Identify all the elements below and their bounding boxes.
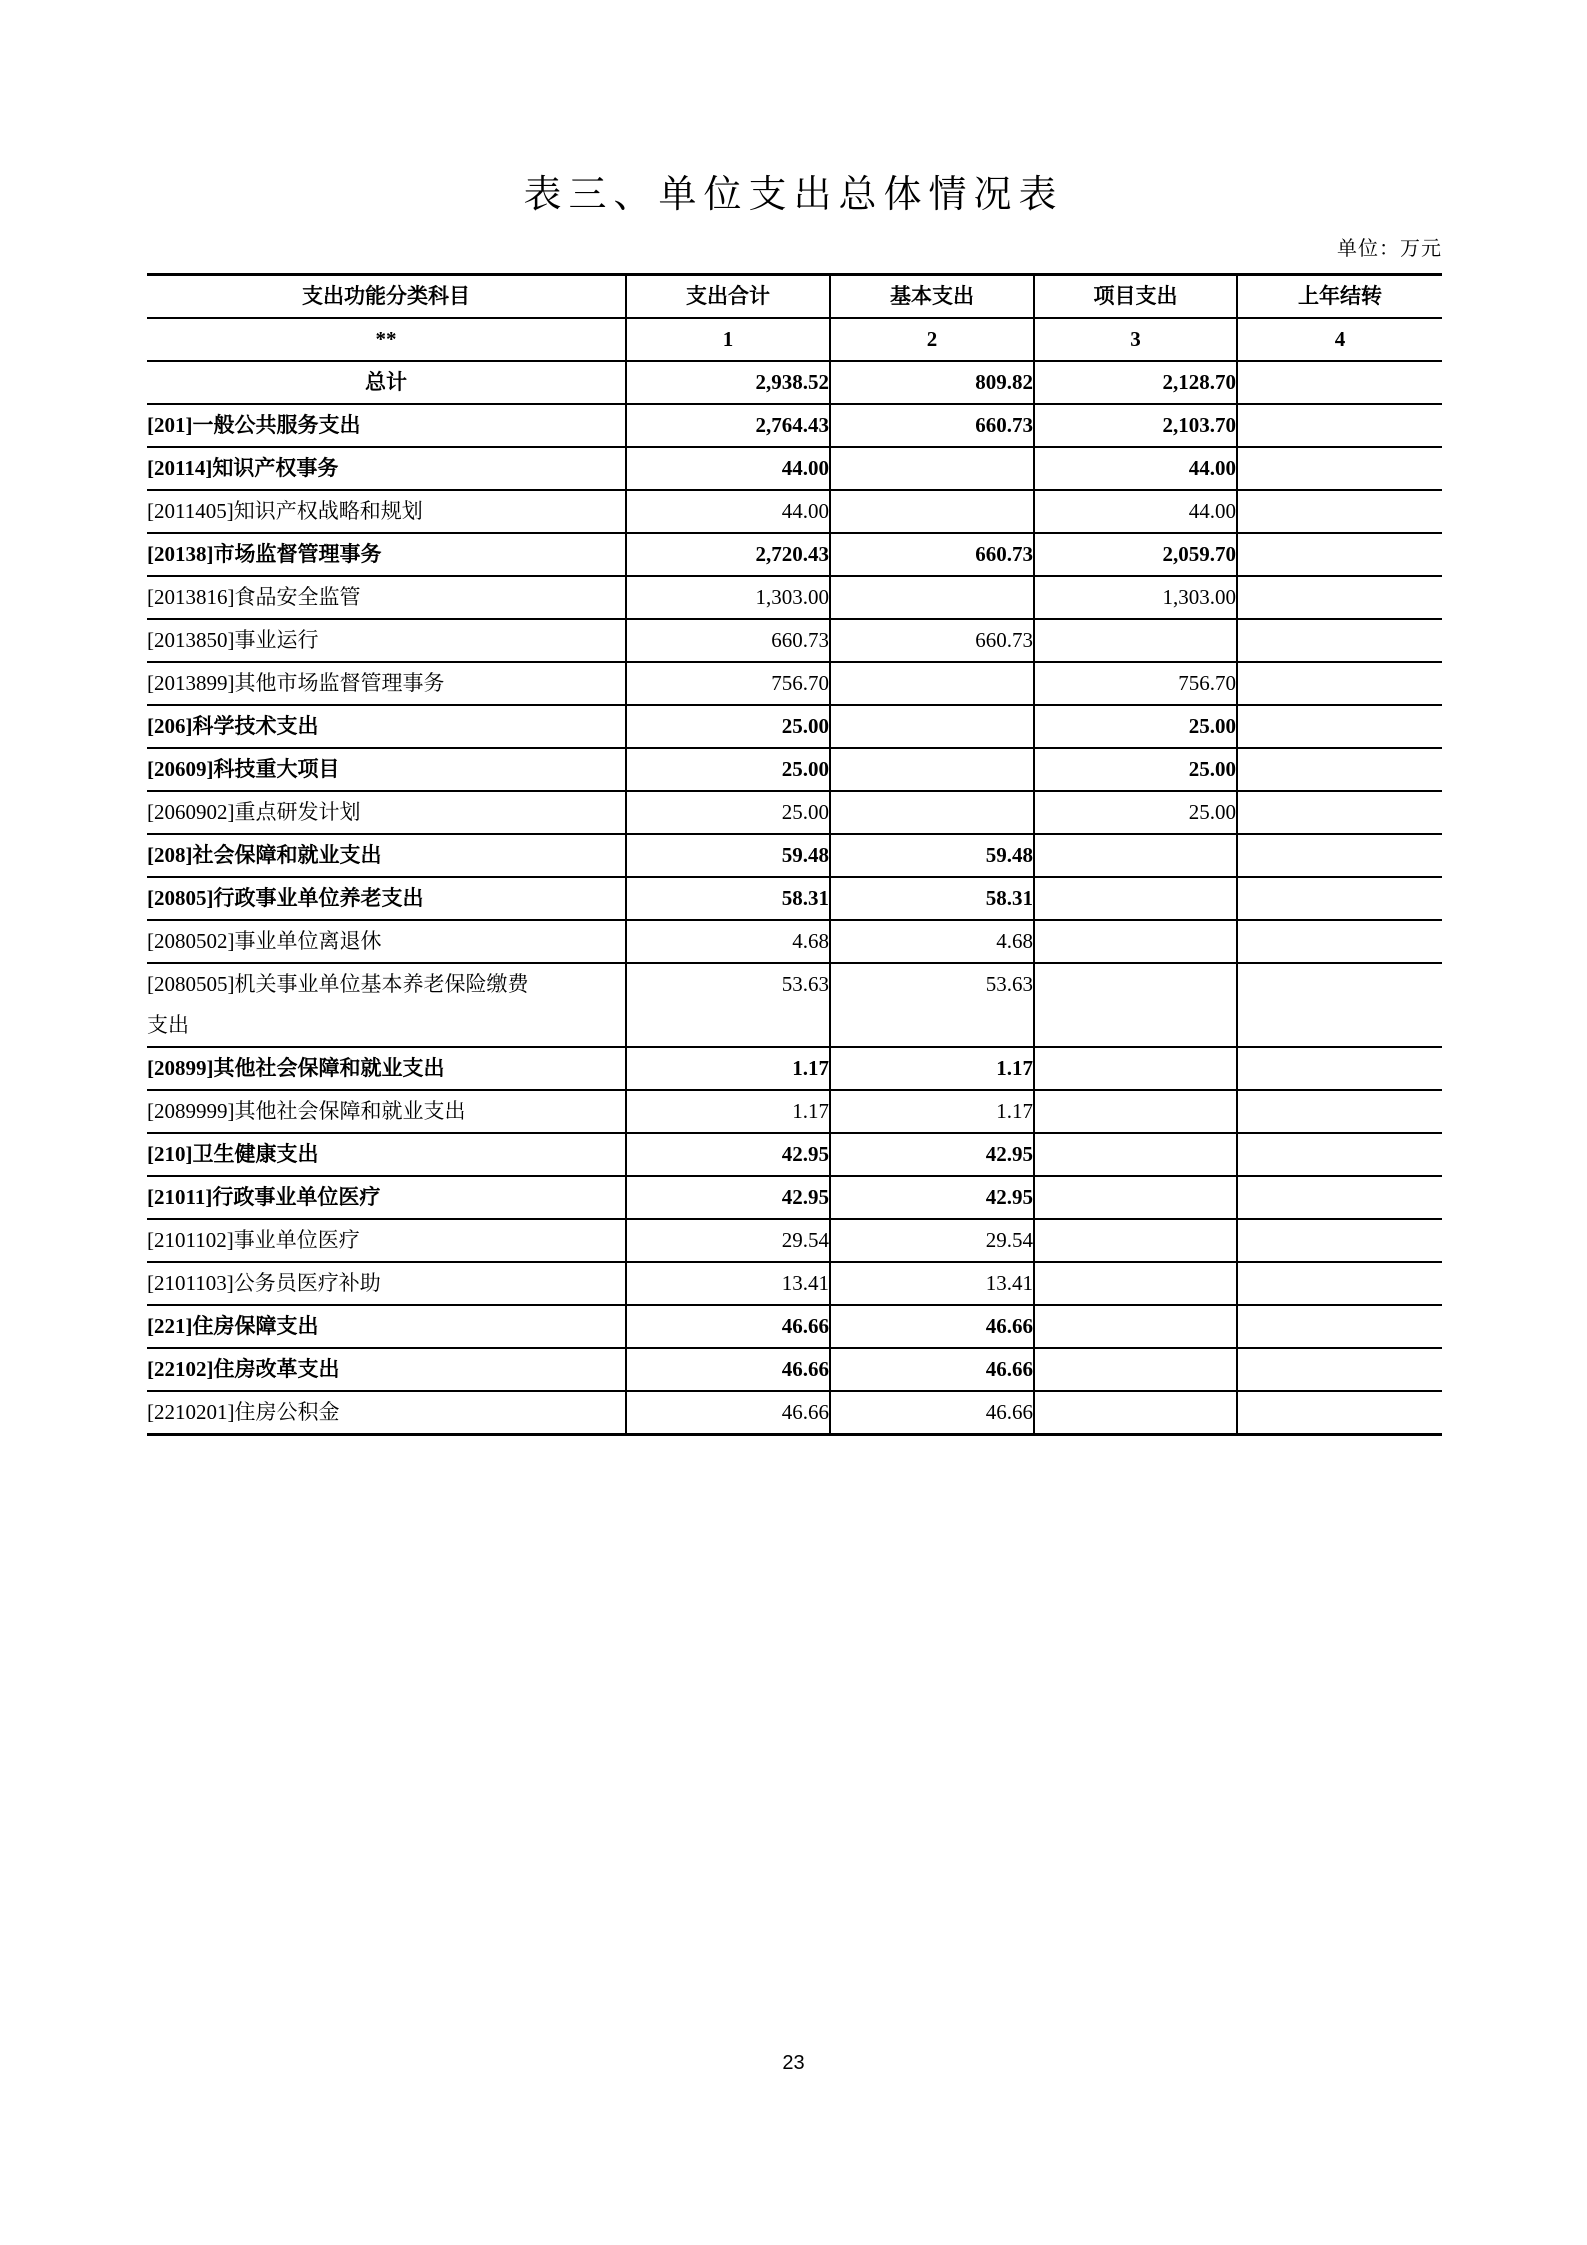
table-row [147, 361, 1442, 404]
row-value-total: 46.66 [626, 1391, 830, 1435]
row-value-basic [830, 490, 1034, 533]
row-value-project: 2,103.70 [1034, 404, 1237, 447]
row-value-total: 1.17 [626, 1047, 830, 1090]
table-row [147, 1047, 1442, 1090]
row-value-basic [830, 576, 1034, 619]
page-title: 表三、单位支出总体情况表 [523, 174, 1064, 216]
row-value-basic: 13.41 [830, 1262, 1034, 1305]
row-value-total: 25.00 [626, 705, 830, 748]
row-value-project [1034, 1219, 1237, 1262]
row-value-total: 25.00 [626, 748, 830, 791]
table-row [147, 1090, 1442, 1133]
expenditure-table [147, 273, 1442, 1436]
row-value-carryover [1237, 1391, 1442, 1435]
row-value-carryover [1237, 1305, 1442, 1348]
row-value-basic [830, 662, 1034, 705]
table-row [147, 1262, 1442, 1305]
row-value-basic: 46.66 [830, 1391, 1034, 1435]
row-name: [2011405]知识产权战略和规划 [147, 490, 626, 533]
row-name: [201]一般公共服务支出 [147, 404, 626, 447]
row-name: [22102]住房改革支出 [147, 1348, 626, 1391]
column-index-3: 3 [1034, 318, 1237, 361]
table-row [147, 533, 1442, 576]
row-value-total: 29.54 [626, 1219, 830, 1262]
table-row [147, 619, 1442, 662]
row-value-carryover [1237, 1176, 1442, 1219]
row-name: [2060902]重点研发计划 [147, 791, 626, 834]
column-index-4: 4 [1237, 318, 1442, 361]
table-row [147, 1176, 1442, 1219]
row-value-project [1034, 920, 1237, 963]
row-value-basic: 59.48 [830, 834, 1034, 877]
row-value-carryover [1237, 1133, 1442, 1176]
row-value-carryover [1237, 1348, 1442, 1391]
table-header [147, 275, 1442, 362]
row-value-project [1034, 834, 1237, 877]
row-value-total: 58.31 [626, 877, 830, 920]
row-name: 总计 [147, 361, 626, 404]
row-value-total: 4.68 [626, 920, 830, 963]
row-value-basic: 42.95 [830, 1176, 1034, 1219]
row-value-total: 42.95 [626, 1176, 830, 1219]
row-value-basic: 4.68 [830, 920, 1034, 963]
row-value-project [1034, 1133, 1237, 1176]
row-value-project [1034, 1348, 1237, 1391]
row-value-carryover [1237, 748, 1442, 791]
row-name: [2080505]机关事业单位基本养老保险缴费支出 [147, 963, 626, 1047]
row-value-carryover [1237, 576, 1442, 619]
row-value-project [1034, 1262, 1237, 1305]
row-value-carryover [1237, 834, 1442, 877]
row-value-carryover [1237, 619, 1442, 662]
row-value-project: 25.00 [1034, 791, 1237, 834]
row-value-total: 1,303.00 [626, 576, 830, 619]
table-row [147, 576, 1442, 619]
row-value-project: 44.00 [1034, 490, 1237, 533]
row-value-project [1034, 1090, 1237, 1133]
row-name: [2080502]事业单位离退休 [147, 920, 626, 963]
table-row [147, 920, 1442, 963]
row-value-carryover [1237, 404, 1442, 447]
row-value-carryover [1237, 791, 1442, 834]
table-row [147, 748, 1442, 791]
row-value-carryover [1237, 447, 1442, 490]
row-value-basic: 1.17 [830, 1047, 1034, 1090]
row-value-project [1034, 619, 1237, 662]
row-name: [206]科学技术支出 [147, 705, 626, 748]
row-value-total: 2,938.52 [626, 361, 830, 404]
row-name: [20805]行政事业单位养老支出 [147, 877, 626, 920]
row-value-project: 25.00 [1034, 748, 1237, 791]
row-name: [20114]知识产权事务 [147, 447, 626, 490]
row-name: [2101102]事业单位医疗 [147, 1219, 626, 1262]
row-value-basic: 42.95 [830, 1133, 1034, 1176]
row-value-total: 42.95 [626, 1133, 830, 1176]
table-row [147, 1391, 1442, 1435]
row-value-total: 53.63 [626, 963, 830, 1047]
row-value-basic: 660.73 [830, 404, 1034, 447]
row-value-carryover [1237, 1219, 1442, 1262]
row-value-basic: 46.66 [830, 1348, 1034, 1391]
row-value-project: 2,059.70 [1034, 533, 1237, 576]
table-row [147, 447, 1442, 490]
row-value-total: 46.66 [626, 1348, 830, 1391]
row-name: [2013899]其他市场监督管理事务 [147, 662, 626, 705]
row-value-carryover [1237, 963, 1442, 1047]
table-row [147, 1305, 1442, 1348]
table-row [147, 791, 1442, 834]
table-body [147, 361, 1442, 1435]
row-value-total: 25.00 [626, 791, 830, 834]
row-value-project [1034, 1391, 1237, 1435]
table-header-row [147, 275, 1442, 319]
row-value-total: 660.73 [626, 619, 830, 662]
table-row [147, 1348, 1442, 1391]
row-name: [20138]市场监督管理事务 [147, 533, 626, 576]
column-header-basic: 基本支出 [830, 275, 1034, 319]
row-value-basic: 46.66 [830, 1305, 1034, 1348]
page-number: 23 [782, 2052, 805, 2074]
table-row [147, 662, 1442, 705]
row-value-carryover [1237, 920, 1442, 963]
table-row [147, 834, 1442, 877]
row-value-project [1034, 877, 1237, 920]
row-value-basic: 1.17 [830, 1090, 1034, 1133]
row-name: [208]社会保障和就业支出 [147, 834, 626, 877]
table-row [147, 1219, 1442, 1262]
column-header-total: 支出合计 [626, 275, 830, 319]
row-value-carryover [1237, 361, 1442, 404]
column-header-category: 支出功能分类科目 [147, 275, 626, 319]
row-value-carryover [1237, 1090, 1442, 1133]
row-value-total: 44.00 [626, 447, 830, 490]
row-value-carryover [1237, 877, 1442, 920]
row-value-project [1034, 1305, 1237, 1348]
row-value-basic: 53.63 [830, 963, 1034, 1047]
column-index-category: ** [147, 318, 626, 361]
row-value-project: 1,303.00 [1034, 576, 1237, 619]
row-value-total: 2,764.43 [626, 404, 830, 447]
table-index-row [147, 318, 1442, 361]
row-value-project [1034, 963, 1237, 1047]
row-name: [20899]其他社会保障和就业支出 [147, 1047, 626, 1090]
row-value-project [1034, 1047, 1237, 1090]
row-value-total: 46.66 [626, 1305, 830, 1348]
row-value-project: 25.00 [1034, 705, 1237, 748]
row-value-basic [830, 447, 1034, 490]
row-value-basic [830, 748, 1034, 791]
row-value-carryover [1237, 1262, 1442, 1305]
table-row [147, 963, 1442, 1047]
row-name: [221]住房保障支出 [147, 1305, 626, 1348]
unit-label: 单位：万元 [1337, 238, 1442, 260]
row-value-carryover [1237, 662, 1442, 705]
table-row [147, 877, 1442, 920]
row-value-project: 2,128.70 [1034, 361, 1237, 404]
column-index-1: 1 [626, 318, 830, 361]
row-value-carryover [1237, 705, 1442, 748]
row-value-project: 756.70 [1034, 662, 1237, 705]
row-value-basic: 809.82 [830, 361, 1034, 404]
row-value-basic: 58.31 [830, 877, 1034, 920]
table-row [147, 490, 1442, 533]
table-row [147, 1133, 1442, 1176]
row-value-carryover [1237, 1047, 1442, 1090]
row-name: [2013816]食品安全监管 [147, 576, 626, 619]
row-value-basic: 660.73 [830, 533, 1034, 576]
row-value-total: 13.41 [626, 1262, 830, 1305]
row-value-total: 1.17 [626, 1090, 830, 1133]
row-name: [2089999]其他社会保障和就业支出 [147, 1090, 626, 1133]
row-name: [2101103]公务员医疗补助 [147, 1262, 626, 1305]
row-value-project [1034, 1176, 1237, 1219]
row-name: [2013850]事业运行 [147, 619, 626, 662]
row-value-basic [830, 705, 1034, 748]
row-name: [20609]科技重大项目 [147, 748, 626, 791]
row-value-basic: 660.73 [830, 619, 1034, 662]
row-name: [2210201]住房公积金 [147, 1391, 626, 1435]
row-value-basic [830, 791, 1034, 834]
row-value-carryover [1237, 533, 1442, 576]
table-row [147, 404, 1442, 447]
column-index-2: 2 [830, 318, 1034, 361]
row-name: [210]卫生健康支出 [147, 1133, 626, 1176]
row-value-total: 756.70 [626, 662, 830, 705]
row-value-project: 44.00 [1034, 447, 1237, 490]
row-value-total: 44.00 [626, 490, 830, 533]
column-header-project: 项目支出 [1034, 275, 1237, 319]
row-value-total: 2,720.43 [626, 533, 830, 576]
row-value-total: 59.48 [626, 834, 830, 877]
column-header-carryover: 上年结转 [1237, 275, 1442, 319]
row-value-carryover [1237, 490, 1442, 533]
row-name: [21011]行政事业单位医疗 [147, 1176, 626, 1219]
table-row [147, 705, 1442, 748]
row-value-basic: 29.54 [830, 1219, 1034, 1262]
